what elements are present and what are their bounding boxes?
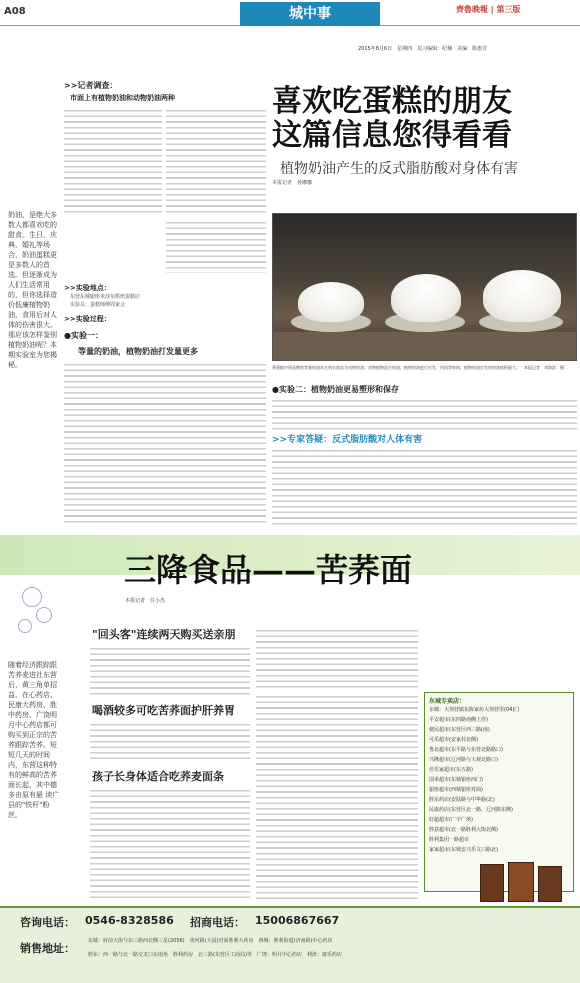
recruit-label: 招商电话：: [190, 916, 245, 929]
shop-list-item: 便民超市(东营区西三路(南): [429, 727, 490, 733]
body-text-block: [256, 692, 418, 902]
expert-heading: >>专家答疑：反式脂肪酸对人体有害: [272, 435, 423, 445]
body-text-block: [64, 106, 162, 216]
body-text-block: [90, 720, 250, 762]
flower-decoration: [14, 575, 62, 645]
article2-left-column: 随着经济跟踪跟苦荞麦进社东营后，黄三角单招益、在心药店、民康大药房、胜中药房、广饶明月中心药店都可购买到正宗的苦荞跟踪苦荞。短短几天的时间内，东营这种特有的鲜高的苦荞面长起，其中德多由原有悬 读广 县的"铁杆"粉丝。: [8, 661, 60, 819]
experiment1-label: ●实验一：: [64, 331, 103, 340]
sidebar-column: 奶油，是绝大多数人都喜欢吃的甜食。生日、庆典、婚礼等场合，奶油蛋糕更是多数人的首选。但逐渐成为人们生活常用的，但你选择造价低廉植物奶油，食用后对人体的伤害很大。那应该怎样鉴别植物奶油呢？本期实验室为您揭秘。: [8, 211, 57, 369]
shop-list-title: 东城专卖店：: [429, 698, 466, 705]
article2-title: 三降食品——苦荞面: [124, 551, 413, 589]
shop-list-item: 东城：大坝营镇东陈家坊大坝营里(04)门: [429, 707, 520, 713]
shop-list-item: 家家超市(东城安兴乐文口路北): [429, 847, 498, 853]
sales-address-1: 东城：府前大街与东三路西北侧三星(2056) 黄河路(大晨)对面胜利大药房 西城：胜利街道(济南路)中心药店: [88, 938, 333, 944]
article2-section3: 孩子长身体适合吃荞麦面条: [92, 770, 224, 783]
article2-section1: "回头客"连续两天购买送亲朋: [92, 628, 236, 641]
experiment2-title: ●实验二：植物奶油更易塑形和保存: [272, 385, 399, 394]
body-text-block: [272, 396, 577, 430]
shop-list-item: 胜意超市(北一路胜利大街北侧): [429, 827, 498, 833]
shop-list: [429, 705, 569, 855]
shop-list-item: 民康药店(东营区北一路、辽河路东侧): [429, 807, 513, 813]
body-text-block: [166, 218, 266, 273]
shop-list-item: 好超超市(广宇广场): [429, 817, 473, 823]
contact-phone: 0546-8328586: [85, 914, 174, 927]
reporter-subheading: 市面上有植物奶油和动物奶油两种: [70, 94, 175, 102]
body-text-block: [256, 626, 418, 688]
article-title-line2: 这篇信息您得看看: [272, 118, 512, 153]
experiment-staff: 实验员：蛋糕师傅周家会: [70, 302, 126, 308]
recruit-phone: 15006867667: [255, 914, 340, 927]
article2-section2: 喝酒较多可吃苦荞面护肝养胃: [92, 704, 235, 717]
shop-list-item: 鲁北超市(东平路与东营北路路口): [429, 747, 503, 753]
shop-list-item: 胜利集团一路超市: [429, 837, 470, 843]
shop-list-item: 佳乐家超市(东五路): [429, 767, 473, 773]
body-text-block: [90, 786, 250, 902]
reporter-heading: >>记者调查：: [64, 81, 118, 90]
issue-line: 2015年8月6日 星期四 见习编辑：纪楠 美编：陈惠芳: [358, 46, 488, 52]
article-byline: 本报记者 孙娜娜: [272, 180, 313, 186]
article-subtitle: 植物奶油产生的反式脂肪酸对身体有害: [280, 161, 518, 177]
shop-list-item: 国米超市(东城银座西门): [429, 777, 483, 783]
shop-list-item: 胜东药店(安陆路与中华路(北): [429, 797, 495, 803]
article2-byline: 本报记者 任小杰: [125, 598, 166, 604]
experiment-place-label: >>实验地点：: [64, 284, 111, 292]
page-number: A08: [4, 6, 26, 17]
sales-label: 销售地址：: [20, 942, 75, 955]
shop-list-item: 兴隆超市(辽河路与大观北路口): [429, 757, 498, 763]
shop-list-item: 银座超市(西城银座对面): [429, 787, 483, 793]
body-text-block: [166, 106, 266, 216]
contact-label: 咨询电话：: [20, 916, 75, 929]
photo-caption: 将蛋糕中同品牌的等量奶油从左到右依次为动物奶油、动物植物混合奶油、植物奶油进行打发，用同等时间，植物奶油打发的奶油体积最大。 本报记者 刘海滨 摄: [272, 365, 564, 370]
cake-comparison-photo: [272, 213, 577, 361]
experiment1-title: 等量的奶油，植物奶油打发量更多: [78, 347, 198, 356]
section-title: 城中事: [240, 2, 380, 26]
body-text-block: [90, 644, 250, 696]
shop-list-item: 可乐超市(安家村北侧): [429, 737, 478, 743]
product-package-image: [474, 860, 570, 904]
body-text-block: [272, 446, 577, 526]
newspaper-logo: 齊魯晚報 | 第三版: [456, 5, 521, 14]
body-text-block: [64, 360, 266, 525]
sales-address-2: 胜东：西一路与北一路交叉口东南角 胜利药房 北三路(东营区工商局)等 广饶：明月中心药店 利津：康乐药店: [88, 952, 342, 958]
article-title-line1: 喜欢吃蛋糕的朋友: [272, 84, 512, 119]
shop-list-item: 平安超市(东四路南侧上佳): [429, 717, 488, 723]
experiment-process-label: >>实验过程：: [64, 315, 111, 323]
experiment-place: 东营东城银座米莎尔烘焙蛋糕店: [70, 294, 141, 300]
